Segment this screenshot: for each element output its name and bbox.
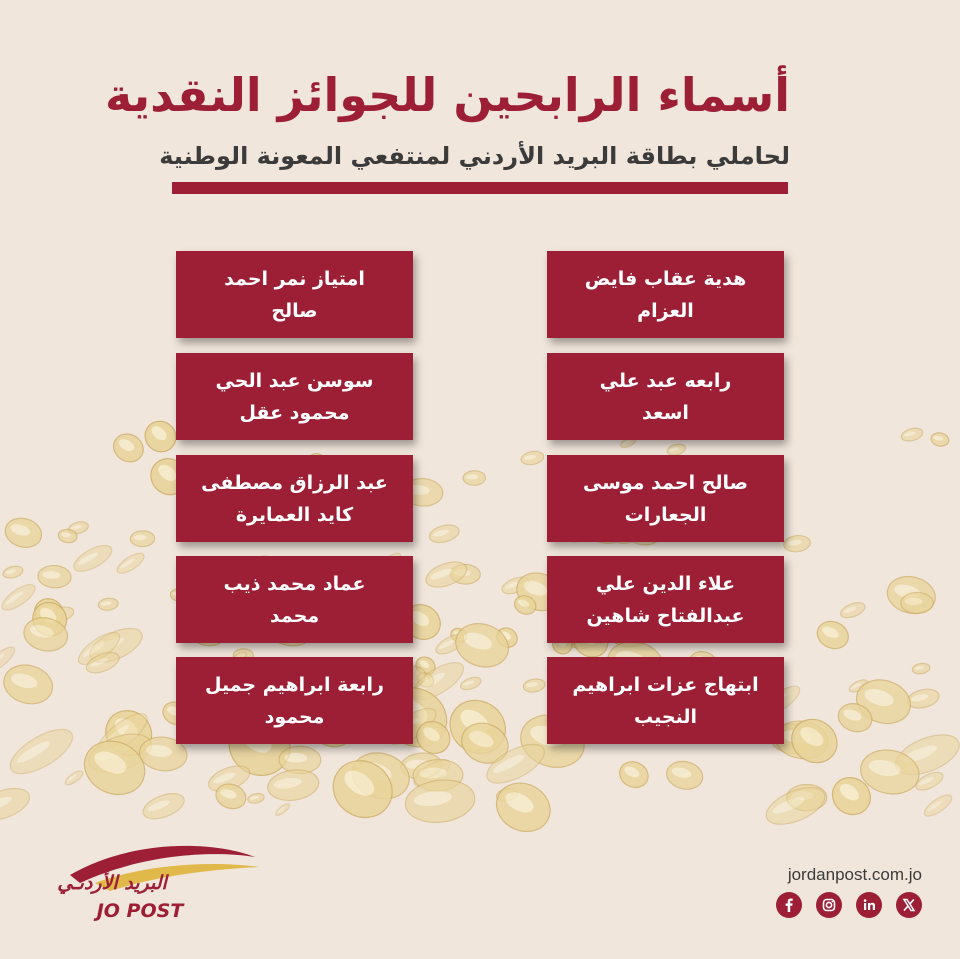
winner-card [547, 251, 784, 338]
coin [463, 471, 486, 486]
winner-card [176, 251, 413, 338]
logo-arabic-text: البريد الأردنـي [57, 872, 167, 894]
winner-name-line1: رابعه عبد علي [599, 369, 732, 392]
coin [912, 662, 931, 675]
winner-name-line2: محمد [269, 604, 320, 627]
coin [921, 791, 954, 820]
coin [0, 580, 39, 615]
coin [37, 565, 71, 589]
instagram-icon[interactable] [816, 892, 842, 918]
coin [783, 711, 845, 771]
linkedin-icon[interactable] [856, 892, 882, 918]
winner-card [547, 455, 784, 542]
logo-english-text: JO POST [96, 900, 184, 922]
winner-name-line2: النجيب [634, 705, 697, 728]
winner-name-line1: سوسن عبد الحي [215, 369, 374, 392]
coin [615, 757, 652, 792]
winner-name-line2: الجعارات [624, 503, 707, 526]
winner-card [547, 657, 784, 744]
coin [930, 431, 950, 447]
coin [2, 514, 45, 551]
coin [247, 792, 265, 804]
coin [63, 768, 85, 787]
coin [2, 564, 24, 580]
coin [4, 721, 79, 782]
coin [664, 758, 706, 793]
winner-card [547, 556, 784, 643]
winner-card [176, 556, 413, 643]
winner-card [176, 353, 413, 440]
coin [901, 593, 933, 614]
winner-card [547, 353, 784, 440]
winner-name-line2: اسعد [642, 401, 689, 424]
coin [813, 617, 853, 654]
winner-name-line1: عبد الرزاق مصطفى [201, 471, 388, 494]
coin [488, 774, 558, 840]
coin [0, 782, 34, 826]
title-divider [172, 182, 788, 194]
coin [140, 789, 188, 824]
winner-name-line1: عماد محمد ذيب [223, 572, 366, 595]
page-title: أسماء الرابحين للجوائز النقدية [104, 68, 790, 122]
x-icon[interactable] [896, 892, 922, 918]
winner-name-line1: ابتهاج عزات ابراهيم [572, 673, 759, 696]
coin [108, 429, 148, 468]
coin [459, 675, 483, 692]
coin [114, 550, 147, 577]
website-url[interactable]: jordanpost.com.jo [787, 865, 922, 884]
coin [839, 600, 867, 621]
coin [130, 531, 155, 547]
winner-name-line2: عبدالفتاح شاهين [586, 604, 745, 627]
coin [520, 450, 545, 467]
coin [427, 522, 461, 546]
winner-name-line1: صالح احمد موسى [582, 471, 749, 494]
winner-name-line2: العزام [637, 299, 694, 322]
winner-name-line1: رابعة ابراهيم جميل [204, 673, 384, 696]
winner-name-line2: صالح [271, 299, 318, 322]
page-subtitle: لحاملي بطاقة البريد الأردني لمنتفعي المعونة الوطنية [159, 142, 790, 170]
coin [783, 534, 811, 553]
winner-name-line1: امتياز نمر احمد [224, 267, 365, 290]
coin [98, 597, 119, 611]
facebook-icon[interactable] [776, 892, 802, 918]
winner-name-line2: محمود [264, 705, 325, 728]
coin [0, 660, 57, 709]
winner-name-line1: علاء الدين علي [595, 572, 736, 595]
winner-card [176, 455, 413, 542]
coin [522, 677, 546, 693]
winner-name-line2: محمود عقل [239, 401, 350, 424]
winner-name-line1: هدية عقاب فايض [584, 267, 747, 290]
coin [900, 426, 924, 443]
coin [274, 802, 291, 817]
winner-card [176, 657, 413, 744]
coin [422, 557, 470, 592]
winner-name-line2: كايد العمايرة [235, 503, 354, 526]
coin [70, 540, 115, 576]
